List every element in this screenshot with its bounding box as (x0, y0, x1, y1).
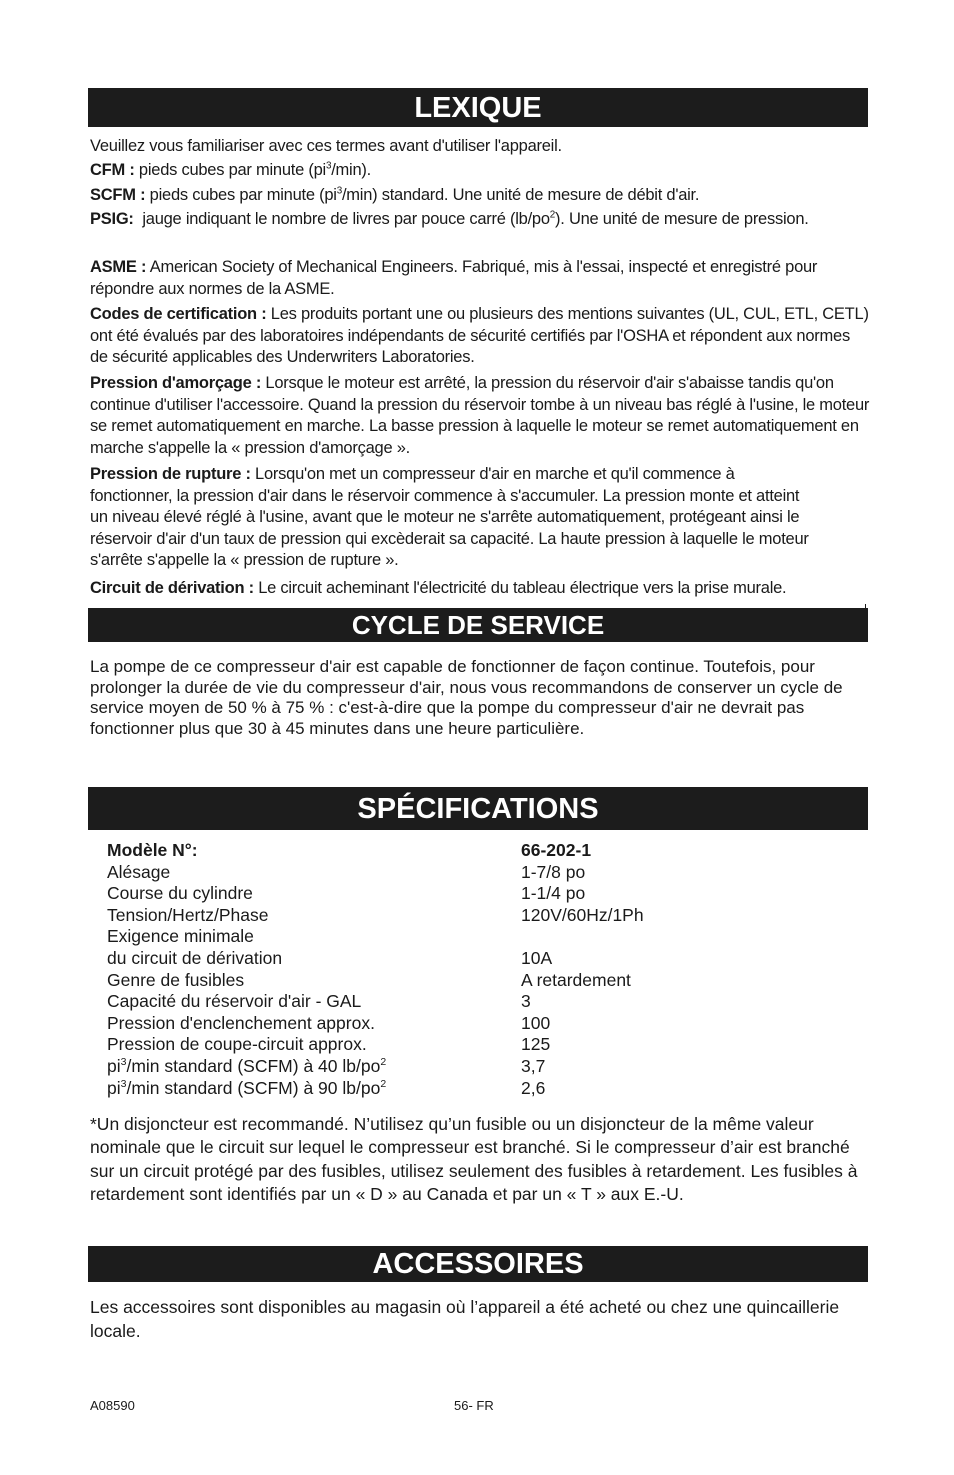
spec-label: du circuit de dérivation (107, 947, 283, 968)
spec-value: 120V/60Hz/1Ph (521, 904, 644, 925)
spec-row (107, 948, 807, 970)
spec-label: Tension/Hertz/Phase (107, 904, 269, 925)
term-scfm (90, 185, 870, 207)
term-psig (90, 209, 870, 231)
spec-row (107, 905, 807, 927)
term-text: jauge indiquant le nombre de livres par pouce carré (lb/po (142, 210, 550, 228)
superscript: 2 (380, 1056, 387, 1069)
spec-label (107, 1078, 521, 1100)
spec-value: 1-1/4 po (521, 883, 586, 904)
cycle-de-service-text: La pompe de ce compresseur d'air est capable de fonctionner de façon continue. Toutefois, pour prolonger la durée de vie du compresseur d'air, nous vous recommandons de conserver un cycle de service moyen de 50 % à 75 % : c'est-à-dire que la pompe du compresseur d'air ne devrait pas fonctionner plus que 30 à 45 minutes dans une heure particulière. (90, 657, 843, 738)
term-label: Pression d'amorçage : (90, 374, 262, 392)
specifications-table (107, 840, 807, 1099)
spec-value: A retardement (521, 969, 631, 990)
spec-value (521, 926, 807, 948)
term-label: Codes de certification : (90, 305, 267, 323)
term-label: ASME : (90, 258, 147, 276)
term-circuit-derivation (90, 578, 870, 600)
spec-row (107, 862, 807, 884)
term-text: pieds cubes par minute (pi (149, 186, 337, 204)
spec-value: 100 (521, 1012, 551, 1033)
term-text: pieds cubes par minute (pi (138, 161, 326, 179)
term-text: ). Une unité de mesure de pression. (555, 210, 809, 228)
spec-row (107, 991, 807, 1013)
spec-row-scfm-40 (107, 1056, 807, 1078)
term-cfm (90, 160, 870, 182)
spec-label: Exigence minimale (107, 926, 254, 947)
lexique-intro (90, 136, 870, 158)
term-pression-amorcage (90, 373, 870, 459)
term-label: CFM : (90, 161, 135, 179)
spec-row (107, 970, 807, 992)
spec-label: Modèle N°: (107, 840, 198, 860)
spec-label: Capacité du réservoir d'air - GAL (107, 991, 362, 1012)
accessoires-text: Les accessoires sont disponibles au magasin où l’appareil a été acheté ou chez une quincaillerie locale. (90, 1297, 840, 1341)
spec-label: Pression de coupe-circuit approx. (107, 1034, 367, 1055)
term-asme (90, 257, 870, 300)
term-label: SCFM : (90, 186, 146, 204)
spec-value: 1-7/8 po (521, 861, 586, 882)
document-code: A08590 (90, 1398, 135, 1413)
spec-label: Course du cylindre (107, 883, 253, 904)
superscript: 3 (325, 160, 332, 172)
page-number: 56- FR (454, 1398, 494, 1413)
term-text: /min). (331, 161, 371, 179)
term-label: Circuit de dérivation : (90, 579, 254, 597)
spec-value: 66-202-1 (521, 840, 592, 860)
spec-row (107, 1013, 807, 1035)
spec-value: 3,7 (521, 1055, 546, 1076)
spec-label: Genre de fusibles (107, 969, 245, 990)
superscript: 2 (549, 209, 556, 221)
spec-value: 125 (521, 1034, 551, 1055)
spec-label-text: /min standard (SCFM) à 90 lb/po (126, 1077, 381, 1098)
term-pression-rupture (90, 464, 810, 572)
term-codes-certification (90, 304, 870, 369)
spec-label: Pression d'enclenchement approx. (107, 1012, 375, 1033)
spec-row-scfm-90 (107, 1078, 807, 1100)
spec-value: 3 (521, 991, 531, 1012)
spec-label: Alésage (107, 861, 171, 882)
superscript: 3 (336, 185, 342, 197)
term-text: Le circuit acheminant l'électricité du tableau électrique vers la prise murale. (258, 579, 787, 597)
section-header-cycle-de-service: CYCLE DE SERVICE (88, 608, 868, 642)
superscript: 3 (120, 1077, 127, 1090)
lexique-intro-text: Veuillez vous familiariser avec ces termes avant d'utiliser l'appareil. (90, 137, 562, 155)
term-label: PSIG: (90, 210, 134, 228)
term-text: Lorsque le moteur est arrêté, la pression du réservoir d'air s'abaisse tandis qu'on continue d'utiliser l'accessoire. Quand la pression du réservoir tombe à un niveau bas réglé à l'usine, le moteur se remet automatiquement en marche. La basse pression à laquelle le moteur se remet automatiquement en marche s'appelle la « pression d'amorçage ». (90, 374, 870, 457)
section-header-accessoires: ACCESSOIRES (88, 1246, 868, 1282)
superscript: 2 (380, 1077, 387, 1090)
term-text: American Society of Mechanical Engineers. Fabriqué, mis à l'essai, inspecté et enregistré pour répondre aux normes de la ASME. (90, 258, 818, 298)
spec-label (107, 1056, 521, 1078)
term-text: /min) standard. Une unité de mesure de débit d'air. (341, 186, 700, 204)
spec-value: 2,6 (521, 1077, 546, 1098)
spec-label-text: pi (107, 1055, 121, 1076)
breaker-note: *Un disjoncteur est recommandé. N’utilisez qu’un fusible ou un disjoncteur de la même valeur nominale que le circuit sur lequel le compresseur est branché. Si le compresseur d’air est branché sur un circuit protégé par des fusibles, utilisez seulement des fusibles à retardement. Les fusibles à retardement sont identifiés par un « D » au Canada et par un « T » aux E.-U. (90, 1114, 858, 1204)
spec-row (107, 883, 807, 905)
superscript: 3 (120, 1056, 127, 1069)
section-header-lexique: LEXIQUE (88, 88, 868, 127)
term-text: Les produits portant une ou plusieurs des mentions suivantes (UL, CUL, ETL, CETL) ont été évalués par des laboratoires indépendants de sécurité certifiés par l'OSHA et répondent aux normes de sécurité applicables des Underwriters Laboratories. (90, 305, 869, 366)
spec-row (107, 926, 807, 948)
term-text: Lorsqu'on met un compresseur d'air en marche et qu'il commence à fonctionner, la pression d'air dans le réservoir commence à s'accumuler. La pression monte et atteint un niveau élevé réglé à l'usine, avant que le moteur ne s'arrête automatiquement, protégeant ainsi le réservoir d'air d'un taux de pression qui excèderait sa capacité. La haute pression à laquelle le moteur s'arrête s'appelle la « pression de rupture ». (90, 465, 809, 569)
spec-label-text: pi (107, 1077, 121, 1098)
spec-value: 10A (521, 947, 553, 968)
spec-label-text: /min standard (SCFM) à 40 lb/po (126, 1055, 381, 1076)
term-label: Pression de rupture : (90, 465, 251, 483)
section-header-specifications: SPÉCIFICATIONS (88, 787, 868, 830)
spec-row (107, 1034, 807, 1056)
spec-row (107, 840, 807, 862)
